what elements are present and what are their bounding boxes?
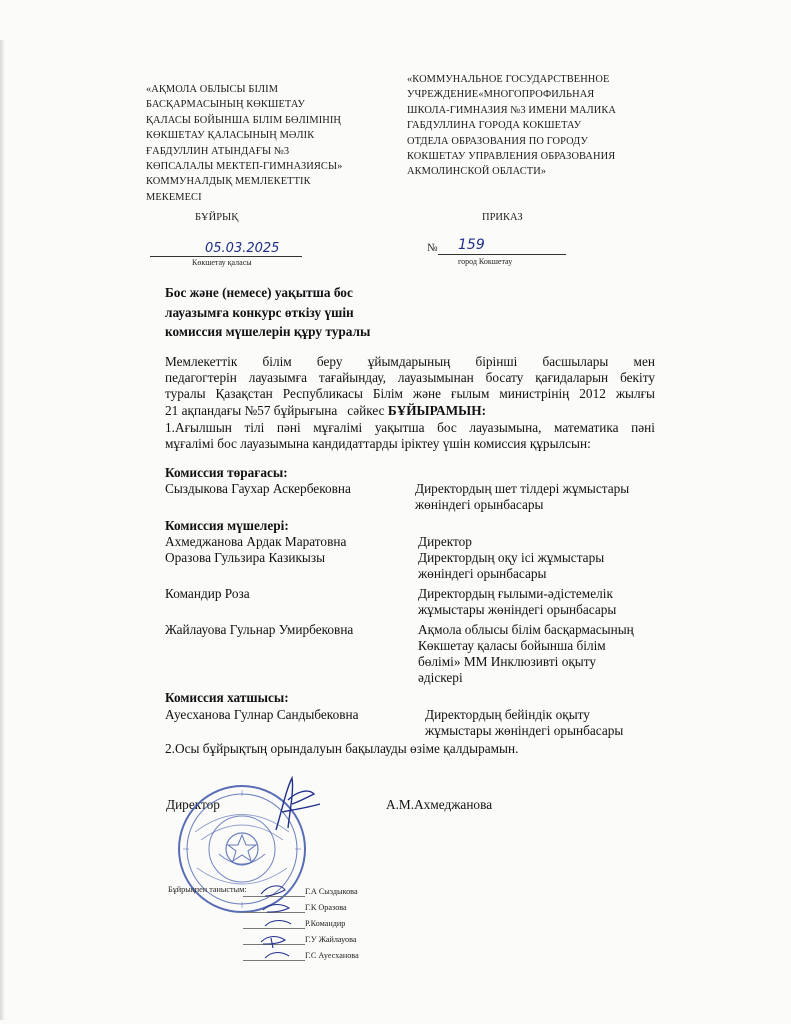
chair-heading: Комиссия төрағасы:: [165, 465, 288, 480]
header-left-line: КӨПСАЛАЛЫ МЕКТЕП-ГИМНАЗИЯСЫ»: [146, 161, 343, 173]
header-right-line: ШКОЛА-ГИМНАЗИЯ №3 ИМЕНИ МАЛИКА: [407, 104, 617, 116]
header-right-line: ГАБДУЛЛИНА ГОРОДА КОКШЕТАУ: [407, 120, 582, 132]
header-right-line: ОТДЕЛА ОБРАЗОВАНИЯ ПО ГОРОДУ: [407, 135, 588, 147]
date-underline: [150, 256, 302, 257]
order-date: 05.03.2025: [205, 241, 280, 256]
city-ru: город Кокшетау: [458, 257, 513, 266]
header-left-line: «АҚМОЛА ОБЛЫСЫ БІЛІМ: [146, 84, 279, 95]
member-name: Жайлауова Гульнар Умирбековна: [165, 622, 354, 637]
order-keyword: БҰЙЫРАМЫН:: [387, 402, 487, 418]
preamble-last-line: [165, 403, 655, 419]
header-left-line: БАСҚАРМАСЫНЫҢ КӨКШЕТАУ: [146, 99, 306, 111]
member-position-line: жұмыстары жөніндегі орынбасары: [418, 602, 617, 617]
header-left-line: МЕКЕМЕСІ: [146, 191, 202, 203]
order-label-ru: ПРИКАЗ: [482, 212, 523, 223]
header-right-institution: [407, 72, 616, 180]
item-1-line: 1.Ағылшын тілі пәні мұғалімі уақытша бос лауазымына, математика пәні: [165, 420, 655, 435]
order-number-sign: №: [427, 242, 438, 254]
header-right-line: АКМОЛИНСКОЙ ОБЛАСТИ»: [407, 166, 547, 178]
header-left-line: ҚАЛАСЫ БОЙЫНША БІЛІМ БӨЛІМІНІҢ: [146, 114, 342, 126]
preamble-paragraph: [165, 354, 655, 419]
preamble-line: Мемлекеттік білім беру ұйымдарының бірінші басшылары мен: [165, 354, 655, 369]
order-number: 159: [458, 237, 485, 253]
preamble-line: педагогтерін лауазымға тағайындау, лауазымынан босату қағидаларын бекіту: [165, 370, 655, 386]
signoff-role: Директор: [166, 797, 220, 812]
page-edge-shadow: [0, 40, 5, 1020]
header-right-line: КОКШЕТАУ УПРАВЛЕНИЯ ОБРАЗОВАНИЯ: [407, 151, 616, 163]
ack-name: Г.С Ауесханова: [305, 951, 359, 960]
document-title: [165, 283, 370, 342]
member-position-line: бөлімі» ММ Инклюзивті оқыту: [418, 654, 597, 669]
member-position-line: әдіскері: [418, 670, 463, 685]
preamble-line: туралы Қазақстан Республикасы Білім және ғылым министрінің 2012 жылғы: [165, 386, 655, 402]
secretary-position-line: жұмыстары жөніндегі орынбасары: [425, 723, 624, 738]
title-line: Бос және (немесе) уақытша бос: [165, 285, 353, 300]
acknowledgement-signatures-icon: [255, 878, 305, 968]
member-position-line: Директор: [418, 534, 472, 549]
ack-name: Г.У Жайлауова: [305, 935, 357, 944]
director-signature-icon: [262, 770, 332, 840]
chair-position-line: Директордың шет тілдері жұмыстары: [415, 481, 630, 496]
header-left-institution: [146, 82, 342, 205]
member-position-line: Ақмола облысы білім басқармасының: [418, 622, 634, 637]
member-position-line: Директордың ғылыми-әдістемелік: [418, 586, 613, 601]
header-left-line: КОММУНАЛДЫҚ МЕМЛЕКЕТТІК: [146, 176, 311, 188]
title-line: лауазымға конкурс өткізу үшін: [165, 304, 354, 320]
signoff-name: А.М.Ахмеджанова: [386, 797, 493, 812]
number-underline: [438, 254, 566, 255]
ack-name: Г.А Сыздыкова: [305, 887, 358, 896]
city-kz: Көкшетау қаласы: [192, 258, 252, 267]
ack-name: Р.Командир: [305, 919, 346, 928]
acknowledgement-label: Бұйрықпен таныстым:: [168, 885, 247, 894]
chair-name: Сыздыкова Гаухар Аскербековна: [165, 481, 351, 496]
member-name: Оразова Гульзира Казикызы: [165, 550, 326, 565]
member-position-line: Көкшетау қаласы бойынша білім: [418, 638, 606, 653]
order-label-kz: БҰЙРЫҚ: [195, 212, 239, 223]
header-right-line: УЧРЕЖДЕНИЕ«МНОГОПРОФИЛЬНАЯ: [407, 89, 595, 101]
header-left-line: ҒАБДУЛЛИН АТЫНДАҒЫ №3: [146, 145, 290, 157]
member-position-line: жөніндегі орынбасары: [418, 566, 547, 581]
item-2-paragraph: 2.Осы бұйрықтың орындалуын бақылауды өзіме қалдырамын.: [165, 741, 519, 756]
header-left-line: КӨКШЕТАУ ҚАЛАСЫНЫҢ МӘЛІК: [146, 130, 315, 142]
title-line: комиссия мүшелерін құру туралы: [165, 324, 371, 339]
member-position-line: Директордың оқу ісі жұмыстары: [418, 550, 605, 565]
secretary-heading: Комиссия хатшысы:: [165, 690, 289, 705]
member-name: Командир Роза: [165, 586, 250, 601]
chair-position-line: жөніндегі орынбасары: [415, 497, 544, 512]
header-right-line: «КОММУНАЛЬНОЕ ГОСУДАРСТВЕННОЕ: [407, 74, 610, 85]
secretary-name: Ауесханова Гулнар Сандыбековна: [165, 707, 359, 722]
member-name: Ахмеджанова Ардак Маратовна: [165, 534, 347, 549]
ack-name: Г.К Оразова: [305, 903, 347, 912]
item-1-line: мұғалімі бос лауазымына кандидаттарды іріктеу үшін комиссия құрылсын:: [165, 436, 591, 452]
item-1-paragraph: [165, 420, 655, 452]
members-heading: Комиссия мүшелері:: [165, 518, 289, 533]
preamble-last-text: 21 ақпандағы №57 бұйрығына сәйкес: [165, 402, 388, 418]
secretary-position-line: Директордың бейіндік оқыту: [425, 707, 590, 722]
